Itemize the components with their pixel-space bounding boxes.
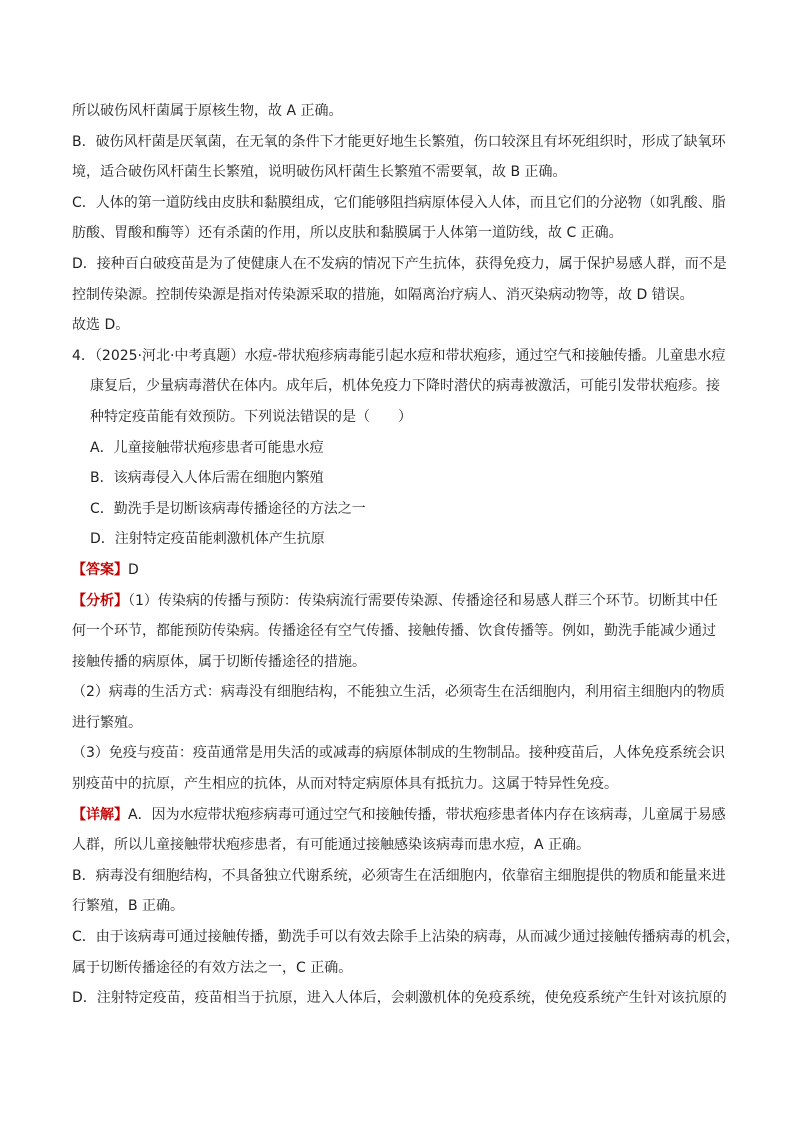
- prev-solution-b-line1: B．破伤风杆菌是厌氧菌，在无氧的条件下才能更好地生长繁殖，伤口较深且有坏死组织时，形成了缺氧环: [72, 133, 726, 150]
- analysis-p1-line2: 何一个环节，都能预防传染病。传播途径有空气传播、接触传播、饮食传播等。例如，勤洗手能减少通过: [72, 623, 716, 640]
- prev-solution-d-line1: D．接种百白破疫苗是为了使健康人在不发病的情况下产生抗体，获得免疫力，属于保护易感人群，而不是: [72, 255, 727, 272]
- analysis-p2-line1: （2）病毒的生活方式：病毒没有细胞结构，不能独立生活，必须寄生在活细胞内，利用宿主细胞内的物质: [72, 684, 725, 701]
- analysis-p3-line2: 别疫苗中的抗原，产生相应的抗体，从而对特定病原体具有抵抗力。这属于特异性免疫。: [72, 776, 618, 793]
- document-page: [72, 96, 740, 1014]
- answer-line: [72, 555, 726, 586]
- detail-tag: 【详解】: [72, 806, 128, 823]
- question-option-d: D．注射特定疫苗能刺激机体产生抗原: [90, 531, 325, 548]
- question-option-b: B．该病毒侵入人体后需在细胞内繁殖: [90, 470, 324, 487]
- prev-solution-c-line1: C．人体的第一道防线由皮肤和黏膜组成，它们能够阻挡病原体侵入人体，而且它们的分泌物（如乳酸、脂: [72, 194, 726, 211]
- detail-b-line1: B．病毒没有细胞结构，不具备独立代谢系统，必须寄生在活细胞内，依靠宿主细胞提供的物质和能量来进: [72, 867, 726, 884]
- question-stem-line2: 康复后，少量病毒潜伏在体内。成年后，机体免疫力下降时潜伏的病毒被激活，可能引发带状疱疹。接: [90, 378, 720, 395]
- analysis-tag: 【分析】: [72, 592, 128, 609]
- detail-a-line1: [72, 800, 726, 831]
- prev-solution-b-line2: 境，适合破伤风杆菌生长繁殖，说明破伤风杆菌生长繁殖不需要氧，故 B 正确。: [72, 164, 567, 181]
- analysis-p1-line1: [72, 586, 726, 617]
- answer-value: D: [128, 561, 139, 578]
- question-option-c: C．勤洗手是切断该病毒传播途径的方法之一: [90, 500, 366, 517]
- answer-tag: 【答案】: [72, 561, 128, 578]
- detail-b-line2: 行繁殖，B 正确。: [72, 898, 185, 915]
- prev-solution-c-line2: 肪酸、胃酸和酶等）还有杀菌的作用，所以皮肤和黏膜属于人体第一道防线，故 C 正确。: [72, 225, 623, 242]
- prev-solution-choice: 故选 D。: [72, 317, 130, 334]
- question-stem-line1: 4．（2025·河北·中考真题）水痘-带状疱疹病毒能引起水痘和带状疱疹，通过空气和接触传播。儿童患水痘: [72, 347, 726, 364]
- analysis-p3-line1: （3）免疫与疫苗：疫苗通常是用失活的或减毒的病原体制成的生物制品。接种疫苗后，人体免疫系统会识: [72, 745, 725, 762]
- question-stem-line3: 种特定疫苗能有效预防。下列说法错误的是（ ）: [90, 408, 412, 425]
- detail-a-line2: 人群，所以儿童接触带状疱疹患者，有可能通过接触感染该病毒而患水痘，A 正确。: [72, 837, 591, 854]
- prev-solution-line: 所以破伤风杆菌属于原核生物，故 A 正确。: [72, 103, 343, 119]
- prev-solution-d-line2: 控制传染源。控制传染源是指对传染源采取的措施，如隔离治疗病人、消灭染病动物等，故 D 错误。: [72, 286, 694, 303]
- detail-c-line1: C．由于该病毒可通过接触传播，勤洗手可以有效去除手上沾染的病毒，从而减少通过接触传播病毒的机会，: [72, 929, 740, 946]
- detail-a-text: A．因为水痘带状疱疹病毒可通过空气和接触传播，带状疱疹患者体内存在该病毒，儿童属于易感: [128, 806, 726, 823]
- detail-d-line1: D．注射特定疫苗，疫苗相当于抗原，进入人体后，会刺激机体的免疫系统，使免疫系统产生针对该抗原的: [72, 990, 727, 1007]
- analysis-p2-line2: 进行繁殖。: [72, 714, 142, 731]
- analysis-p1-text: （1）传染病的传播与预防：传染病流行需要传染源、传播途径和易感人群三个环节。切断其中任: [128, 592, 718, 609]
- question-option-a: A．儿童接触带状疱疹患者可能患水痘: [90, 439, 324, 456]
- detail-c-line2: 属于切断传播途径的有效方法之一，C 正确。: [72, 959, 353, 976]
- analysis-p1-line3: 接触传播的病原体，属于切断传播途径的措施。: [72, 653, 366, 670]
